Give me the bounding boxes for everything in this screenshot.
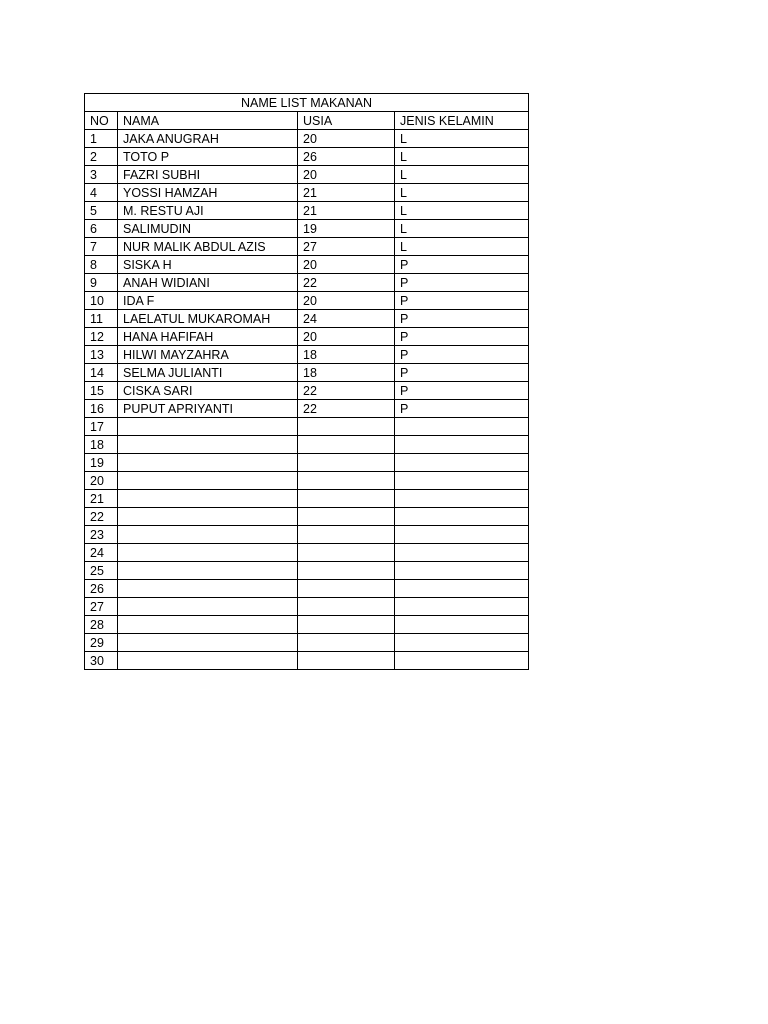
cell-nama bbox=[118, 616, 298, 634]
cell-nama: CISKA SARI bbox=[118, 382, 298, 400]
cell-jenis-kelamin: P bbox=[395, 400, 529, 418]
cell-usia bbox=[298, 634, 395, 652]
cell-nama: HILWI MAYZAHRA bbox=[118, 346, 298, 364]
cell-nama: FAZRI SUBHI bbox=[118, 166, 298, 184]
cell-nama bbox=[118, 436, 298, 454]
cell-no: 17 bbox=[85, 418, 118, 436]
cell-usia: 18 bbox=[298, 364, 395, 382]
cell-no: 26 bbox=[85, 580, 118, 598]
cell-jenis-kelamin bbox=[395, 508, 529, 526]
cell-no: 23 bbox=[85, 526, 118, 544]
table-row bbox=[85, 508, 529, 526]
table-row bbox=[85, 238, 529, 256]
cell-no: 20 bbox=[85, 472, 118, 490]
cell-no: 16 bbox=[85, 400, 118, 418]
cell-usia bbox=[298, 598, 395, 616]
table-row bbox=[85, 148, 529, 166]
cell-jenis-kelamin bbox=[395, 490, 529, 508]
cell-usia: 20 bbox=[298, 256, 395, 274]
cell-usia: 20 bbox=[298, 130, 395, 148]
cell-jenis-kelamin: L bbox=[395, 130, 529, 148]
table-row bbox=[85, 544, 529, 562]
cell-jenis-kelamin: P bbox=[395, 274, 529, 292]
cell-usia: 26 bbox=[298, 148, 395, 166]
cell-nama bbox=[118, 454, 298, 472]
cell-nama bbox=[118, 562, 298, 580]
cell-jenis-kelamin: P bbox=[395, 328, 529, 346]
cell-no: 8 bbox=[85, 256, 118, 274]
cell-no: 14 bbox=[85, 364, 118, 382]
cell-jenis-kelamin bbox=[395, 652, 529, 670]
cell-no: 15 bbox=[85, 382, 118, 400]
cell-nama: SALIMUDIN bbox=[118, 220, 298, 238]
cell-jenis-kelamin: L bbox=[395, 184, 529, 202]
cell-jenis-kelamin: L bbox=[395, 202, 529, 220]
cell-nama bbox=[118, 544, 298, 562]
cell-usia bbox=[298, 652, 395, 670]
cell-no: 30 bbox=[85, 652, 118, 670]
cell-jenis-kelamin bbox=[395, 562, 529, 580]
cell-no: 12 bbox=[85, 328, 118, 346]
table-body bbox=[85, 130, 529, 670]
cell-usia: 22 bbox=[298, 382, 395, 400]
table-row bbox=[85, 490, 529, 508]
cell-jenis-kelamin: P bbox=[395, 346, 529, 364]
cell-no: 6 bbox=[85, 220, 118, 238]
cell-jenis-kelamin: L bbox=[395, 220, 529, 238]
cell-nama bbox=[118, 652, 298, 670]
table-row bbox=[85, 256, 529, 274]
cell-jenis-kelamin: P bbox=[395, 256, 529, 274]
table-row bbox=[85, 364, 529, 382]
cell-jenis-kelamin: L bbox=[395, 148, 529, 166]
table-row bbox=[85, 652, 529, 670]
table-row bbox=[85, 184, 529, 202]
cell-no: 22 bbox=[85, 508, 118, 526]
cell-nama bbox=[118, 598, 298, 616]
cell-no: 2 bbox=[85, 148, 118, 166]
cell-usia bbox=[298, 436, 395, 454]
cell-usia bbox=[298, 562, 395, 580]
cell-jenis-kelamin bbox=[395, 418, 529, 436]
cell-no: 13 bbox=[85, 346, 118, 364]
cell-nama: LAELATUL MUKAROMAH bbox=[118, 310, 298, 328]
cell-jenis-kelamin: P bbox=[395, 310, 529, 328]
table-row bbox=[85, 328, 529, 346]
cell-jenis-kelamin bbox=[395, 616, 529, 634]
cell-usia bbox=[298, 472, 395, 490]
cell-nama bbox=[118, 418, 298, 436]
table-row bbox=[85, 472, 529, 490]
table-row bbox=[85, 310, 529, 328]
cell-jenis-kelamin bbox=[395, 472, 529, 490]
table-row bbox=[85, 202, 529, 220]
cell-nama bbox=[118, 508, 298, 526]
cell-usia bbox=[298, 616, 395, 634]
cell-jenis-kelamin bbox=[395, 634, 529, 652]
cell-jenis-kelamin: P bbox=[395, 292, 529, 310]
cell-nama: HANA HAFIFAH bbox=[118, 328, 298, 346]
cell-jenis-kelamin bbox=[395, 526, 529, 544]
table-row bbox=[85, 616, 529, 634]
table-row bbox=[85, 580, 529, 598]
table-row bbox=[85, 418, 529, 436]
cell-nama: JAKA ANUGRAH bbox=[118, 130, 298, 148]
cell-no: 28 bbox=[85, 616, 118, 634]
table-row bbox=[85, 454, 529, 472]
cell-nama bbox=[118, 472, 298, 490]
cell-no: 4 bbox=[85, 184, 118, 202]
cell-usia bbox=[298, 580, 395, 598]
cell-nama bbox=[118, 526, 298, 544]
cell-usia bbox=[298, 490, 395, 508]
table-row bbox=[85, 598, 529, 616]
cell-nama: ANAH WIDIANI bbox=[118, 274, 298, 292]
cell-usia: 18 bbox=[298, 346, 395, 364]
table-row bbox=[85, 634, 529, 652]
header-no: NO bbox=[85, 112, 118, 130]
header-usia: USIA bbox=[298, 112, 395, 130]
cell-no: 7 bbox=[85, 238, 118, 256]
header-nama: NAMA bbox=[118, 112, 298, 130]
cell-usia: 24 bbox=[298, 310, 395, 328]
cell-usia: 21 bbox=[298, 202, 395, 220]
cell-nama: M. RESTU AJI bbox=[118, 202, 298, 220]
cell-usia: 27 bbox=[298, 238, 395, 256]
cell-usia: 22 bbox=[298, 274, 395, 292]
cell-usia bbox=[298, 508, 395, 526]
cell-no: 18 bbox=[85, 436, 118, 454]
cell-jenis-kelamin bbox=[395, 436, 529, 454]
cell-no: 10 bbox=[85, 292, 118, 310]
table-title: NAME LIST MAKANAN bbox=[85, 94, 529, 112]
table-row bbox=[85, 436, 529, 454]
header-row bbox=[85, 112, 529, 130]
cell-no: 1 bbox=[85, 130, 118, 148]
cell-no: 5 bbox=[85, 202, 118, 220]
cell-jenis-kelamin: L bbox=[395, 166, 529, 184]
cell-nama: PUPUT APRIYANTI bbox=[118, 400, 298, 418]
table-row bbox=[85, 346, 529, 364]
cell-usia: 20 bbox=[298, 166, 395, 184]
cell-jenis-kelamin bbox=[395, 580, 529, 598]
cell-nama: NUR MALIK ABDUL AZIS bbox=[118, 238, 298, 256]
table-row bbox=[85, 274, 529, 292]
cell-usia: 22 bbox=[298, 400, 395, 418]
cell-nama: IDA F bbox=[118, 292, 298, 310]
cell-jenis-kelamin: P bbox=[395, 364, 529, 382]
cell-no: 29 bbox=[85, 634, 118, 652]
cell-jenis-kelamin bbox=[395, 454, 529, 472]
table-row bbox=[85, 400, 529, 418]
cell-no: 11 bbox=[85, 310, 118, 328]
table-row bbox=[85, 292, 529, 310]
cell-nama: YOSSI HAMZAH bbox=[118, 184, 298, 202]
cell-no: 27 bbox=[85, 598, 118, 616]
cell-usia bbox=[298, 454, 395, 472]
cell-nama: SISKA H bbox=[118, 256, 298, 274]
cell-nama: TOTO P bbox=[118, 148, 298, 166]
cell-usia bbox=[298, 544, 395, 562]
cell-usia bbox=[298, 418, 395, 436]
table-row bbox=[85, 562, 529, 580]
title-row bbox=[85, 94, 529, 112]
cell-no: 24 bbox=[85, 544, 118, 562]
table-row bbox=[85, 220, 529, 238]
cell-no: 21 bbox=[85, 490, 118, 508]
cell-usia: 20 bbox=[298, 292, 395, 310]
cell-no: 25 bbox=[85, 562, 118, 580]
cell-nama bbox=[118, 490, 298, 508]
cell-nama bbox=[118, 634, 298, 652]
cell-usia: 19 bbox=[298, 220, 395, 238]
name-list-table bbox=[84, 93, 529, 670]
cell-jenis-kelamin bbox=[395, 544, 529, 562]
cell-no: 19 bbox=[85, 454, 118, 472]
cell-usia: 20 bbox=[298, 328, 395, 346]
cell-usia bbox=[298, 526, 395, 544]
cell-no: 3 bbox=[85, 166, 118, 184]
table-row bbox=[85, 382, 529, 400]
cell-nama: SELMA JULIANTI bbox=[118, 364, 298, 382]
cell-jenis-kelamin bbox=[395, 598, 529, 616]
table-row bbox=[85, 130, 529, 148]
cell-jenis-kelamin: P bbox=[395, 382, 529, 400]
cell-jenis-kelamin: L bbox=[395, 238, 529, 256]
cell-no: 9 bbox=[85, 274, 118, 292]
table-row bbox=[85, 526, 529, 544]
table-row bbox=[85, 166, 529, 184]
cell-usia: 21 bbox=[298, 184, 395, 202]
header-jenis-kelamin: JENIS KELAMIN bbox=[395, 112, 529, 130]
cell-nama bbox=[118, 580, 298, 598]
